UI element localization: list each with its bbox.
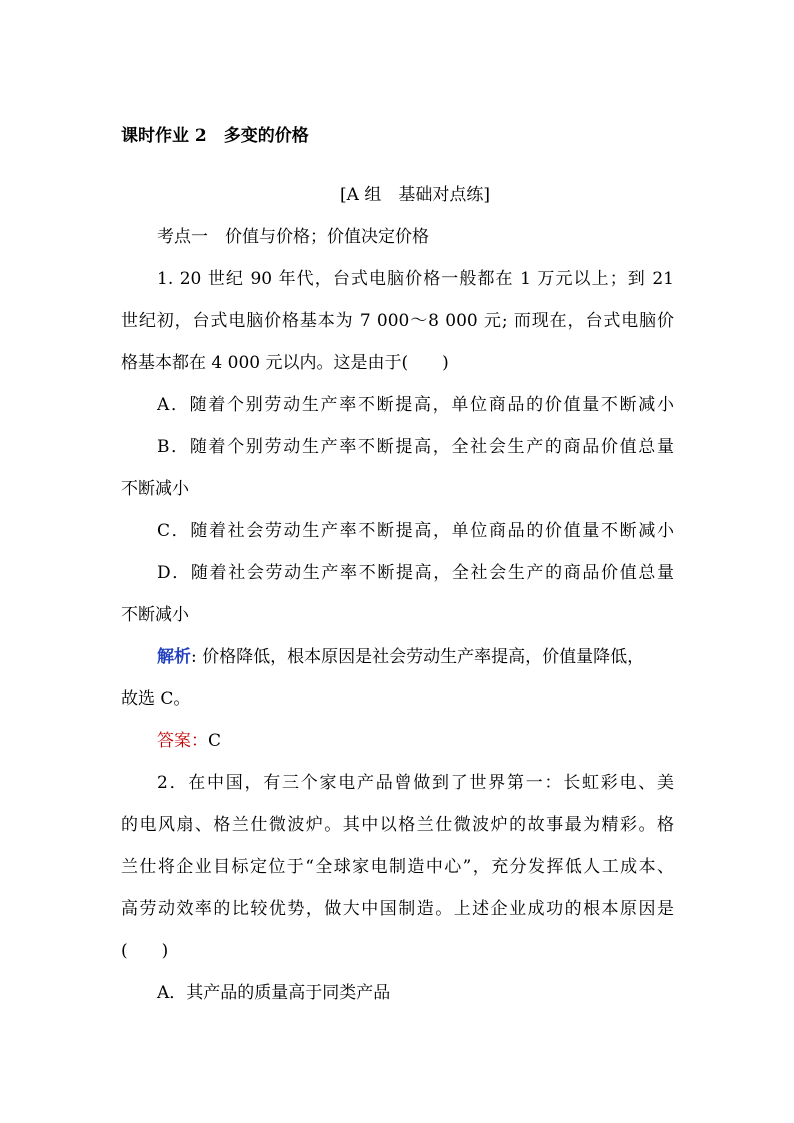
option-b: B．随着个别劳动生产率不断提高，全社会生产的商品价值总量 [157, 437, 674, 457]
analysis-text: : 价格降低，根本原因是社会劳动生产率提高，价值量降低， [191, 647, 645, 667]
option-d-continued: 不断减小 [121, 605, 189, 625]
analysis-label: 解析 [157, 647, 191, 667]
question-2-line-5: ( ) [121, 941, 169, 961]
question-2-option-a: A．其产品的质量高于同类产品 [157, 983, 391, 1003]
question-2-line-1: 2．在中国，有三个家电产品曾做到了世界第一：长虹彩电、美 [157, 773, 674, 793]
question-2-line-2: 的电风扇、格兰仕微波炉。其中以格兰仕微波炉的故事最为精彩。格 [121, 815, 674, 835]
answer-line [157, 730, 674, 752]
option-d: D．随着社会劳动生产率不断提高，全社会生产的商品价值总量 [157, 563, 674, 583]
topic-heading: 考点一 价值与价格；价值决定价格 [157, 227, 429, 247]
question-2-line-4: 高劳动效率的比较优势，做大中国制造。上述企业成功的根本原因是 [121, 899, 674, 919]
answer-label: 答案： [157, 731, 208, 751]
question-1-line-3: 格基本都在 4 000 元以内。这是由于( ) [121, 353, 449, 373]
group-title: [A 组 基础对点练] [340, 185, 490, 205]
page-title: 课时作业 2 多变的价格 [121, 126, 309, 146]
answer-value: C [208, 731, 222, 751]
question-1-line-1: 1. 20 世纪 90 年代，台式电脑价格一般都在 1 万元以上；到 21 [157, 269, 674, 289]
question-2-line-3: 兰仕将企业目标定位于“全球家电制造中心”，充分发挥低人工成本、 [121, 857, 674, 877]
option-b-continued: 不断减小 [121, 479, 189, 499]
option-c: C．随着社会劳动生产率不断提高，单位商品的价值量不断减小 [157, 521, 674, 541]
analysis-line-2: 故选 C。 [121, 689, 191, 709]
question-1-line-2: 世纪初，台式电脑价格基本为 7 000～8 000 元; 而现在，台式电脑价 [121, 311, 674, 331]
analysis-line-1 [157, 646, 674, 668]
option-a: A．随着个别劳动生产率不断提高，单位商品的价值量不断减小 [157, 395, 674, 415]
